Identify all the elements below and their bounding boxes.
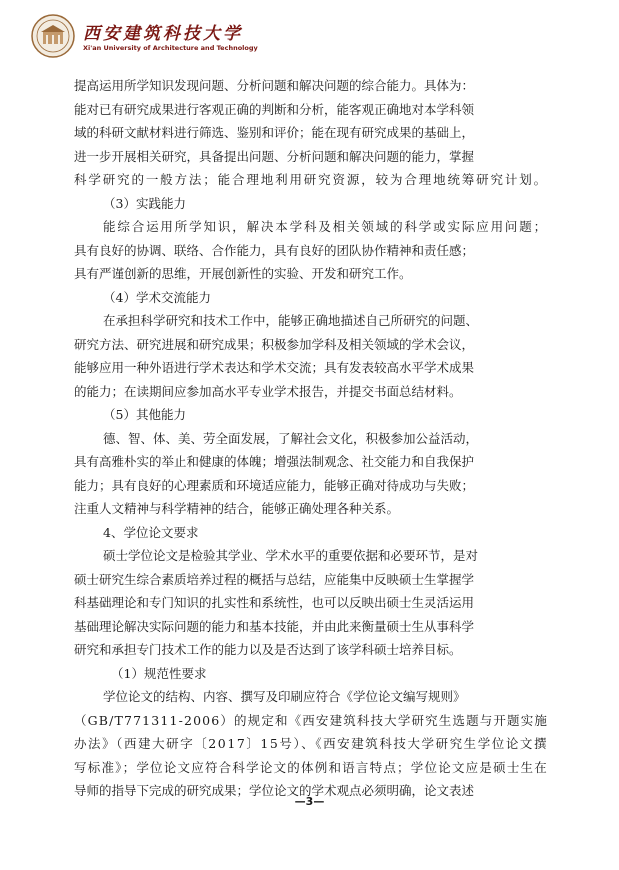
university-name-cn: 西安建筑科技大学 <box>83 24 243 44</box>
section-heading: （1）规范性要求 <box>111 665 207 681</box>
body-line: 的能力；在读期间应参加高水平专业学术报告，并提交书面总结材料。 <box>74 383 462 399</box>
body-line: 提高运用所学知识发现问题、分析问题和解决问题的综合能力。具体为： <box>74 78 475 93</box>
body-line: 域的科研文献材料进行筛选、鉴别和评价；能在现有研究成果的基础上， <box>74 125 475 140</box>
body-line: 注重人文精神与科学精神的结合，能够正确处理各种关系。 <box>74 501 400 516</box>
body-line: 德、智、体、美、劳全面发展，了解社会文化，积极参加公益活动， <box>103 430 479 446</box>
body-line: 在承担科学研究和技术工作中，能够正确地描述自己所研究的问题、 <box>103 313 479 328</box>
university-seal-icon <box>31 14 75 58</box>
page-number: —3— <box>294 795 325 808</box>
body-line: 硕士学位论文是检验其学业、学术水平的重要依据和必要环节，是对 <box>103 548 479 563</box>
body-line: 能综合运用所学知识，解决本学科及相关领域的科学或实际应用问题； <box>103 219 548 234</box>
body-line: 能对已有研究成果进行客观正确的判断和分析，能客观正确地对本学科领 <box>74 101 475 117</box>
body-line: 基础理论解决实际问题的能力和基本技能，并由此来衡量硕士生从事科学 <box>74 618 475 634</box>
body-line: 学位论文的结构、内容、撰写及印刷应符合《学位论文编写规则》 <box>103 689 466 704</box>
document-header <box>31 14 331 66</box>
body-line: 科基础理论和专门知识的扎实性和系统性，也可以反映出硕士生灵活运用 <box>74 595 475 610</box>
body-line: 办法》（西建大研字〔2017〕15号）、《西安建筑科技大学研究生学位论文撰 <box>74 736 548 751</box>
document-body <box>74 74 548 803</box>
section-heading: （3）实践能力 <box>103 195 186 211</box>
body-line: 具有高雅朴实的举止和健康的体魄；增强法制观念、社交能力和自我保护 <box>74 454 475 469</box>
body-line: 研究和承担专门技术工作的能力以及是否达到了该学科硕士培养目标。 <box>74 642 462 657</box>
body-line: 能够应用一种外语进行学术表达和学术交流；具有发表较高水平学术成果 <box>74 360 475 375</box>
body-line: 科学研究的一般方法；能合理地利用研究资源，较为合理地统筹研究计划。 <box>74 172 548 187</box>
body-line: 硕士研究生综合素质培养过程的概括与总结，应能集中反映硕士生掌握学 <box>74 571 475 587</box>
body-line: 研究方法、研究进展和研究成果；积极参加学科及相关领域的学术会议， <box>74 336 475 352</box>
body-line: 导师的指导下完成的研究成果；学位论文的学术观点必须明确，论文表述 <box>74 783 475 798</box>
university-name-en: Xi'an University of Architecture and Technology <box>83 44 258 52</box>
body-line: 进一步开展相关研究，具备提出问题、分析问题和解决问题的能力，掌握 <box>74 148 475 164</box>
section-heading: 4、学位论文要求 <box>103 524 199 540</box>
body-line: 能力；具有良好的心理素质和环境适应能力，能够正确对待成功与失败； <box>74 477 475 493</box>
body-line: 写标准》；学位论文应符合科学论文的体例和语言特点；学位论文应是硕士生在 <box>74 759 548 775</box>
body-line: 具有良好的协调、联络、合作能力，具有良好的团队协作精神和责任感； <box>74 242 475 258</box>
section-heading: （4）学术交流能力 <box>103 289 211 305</box>
body-line: 具有严谨创新的思维，开展创新性的实验、开发和研究工作。 <box>74 266 412 281</box>
section-heading: （5）其他能力 <box>103 407 186 422</box>
body-line: （GB/T771311-2006）的规定和《西安建筑科技大学研究生选题与开题实施 <box>74 712 548 728</box>
